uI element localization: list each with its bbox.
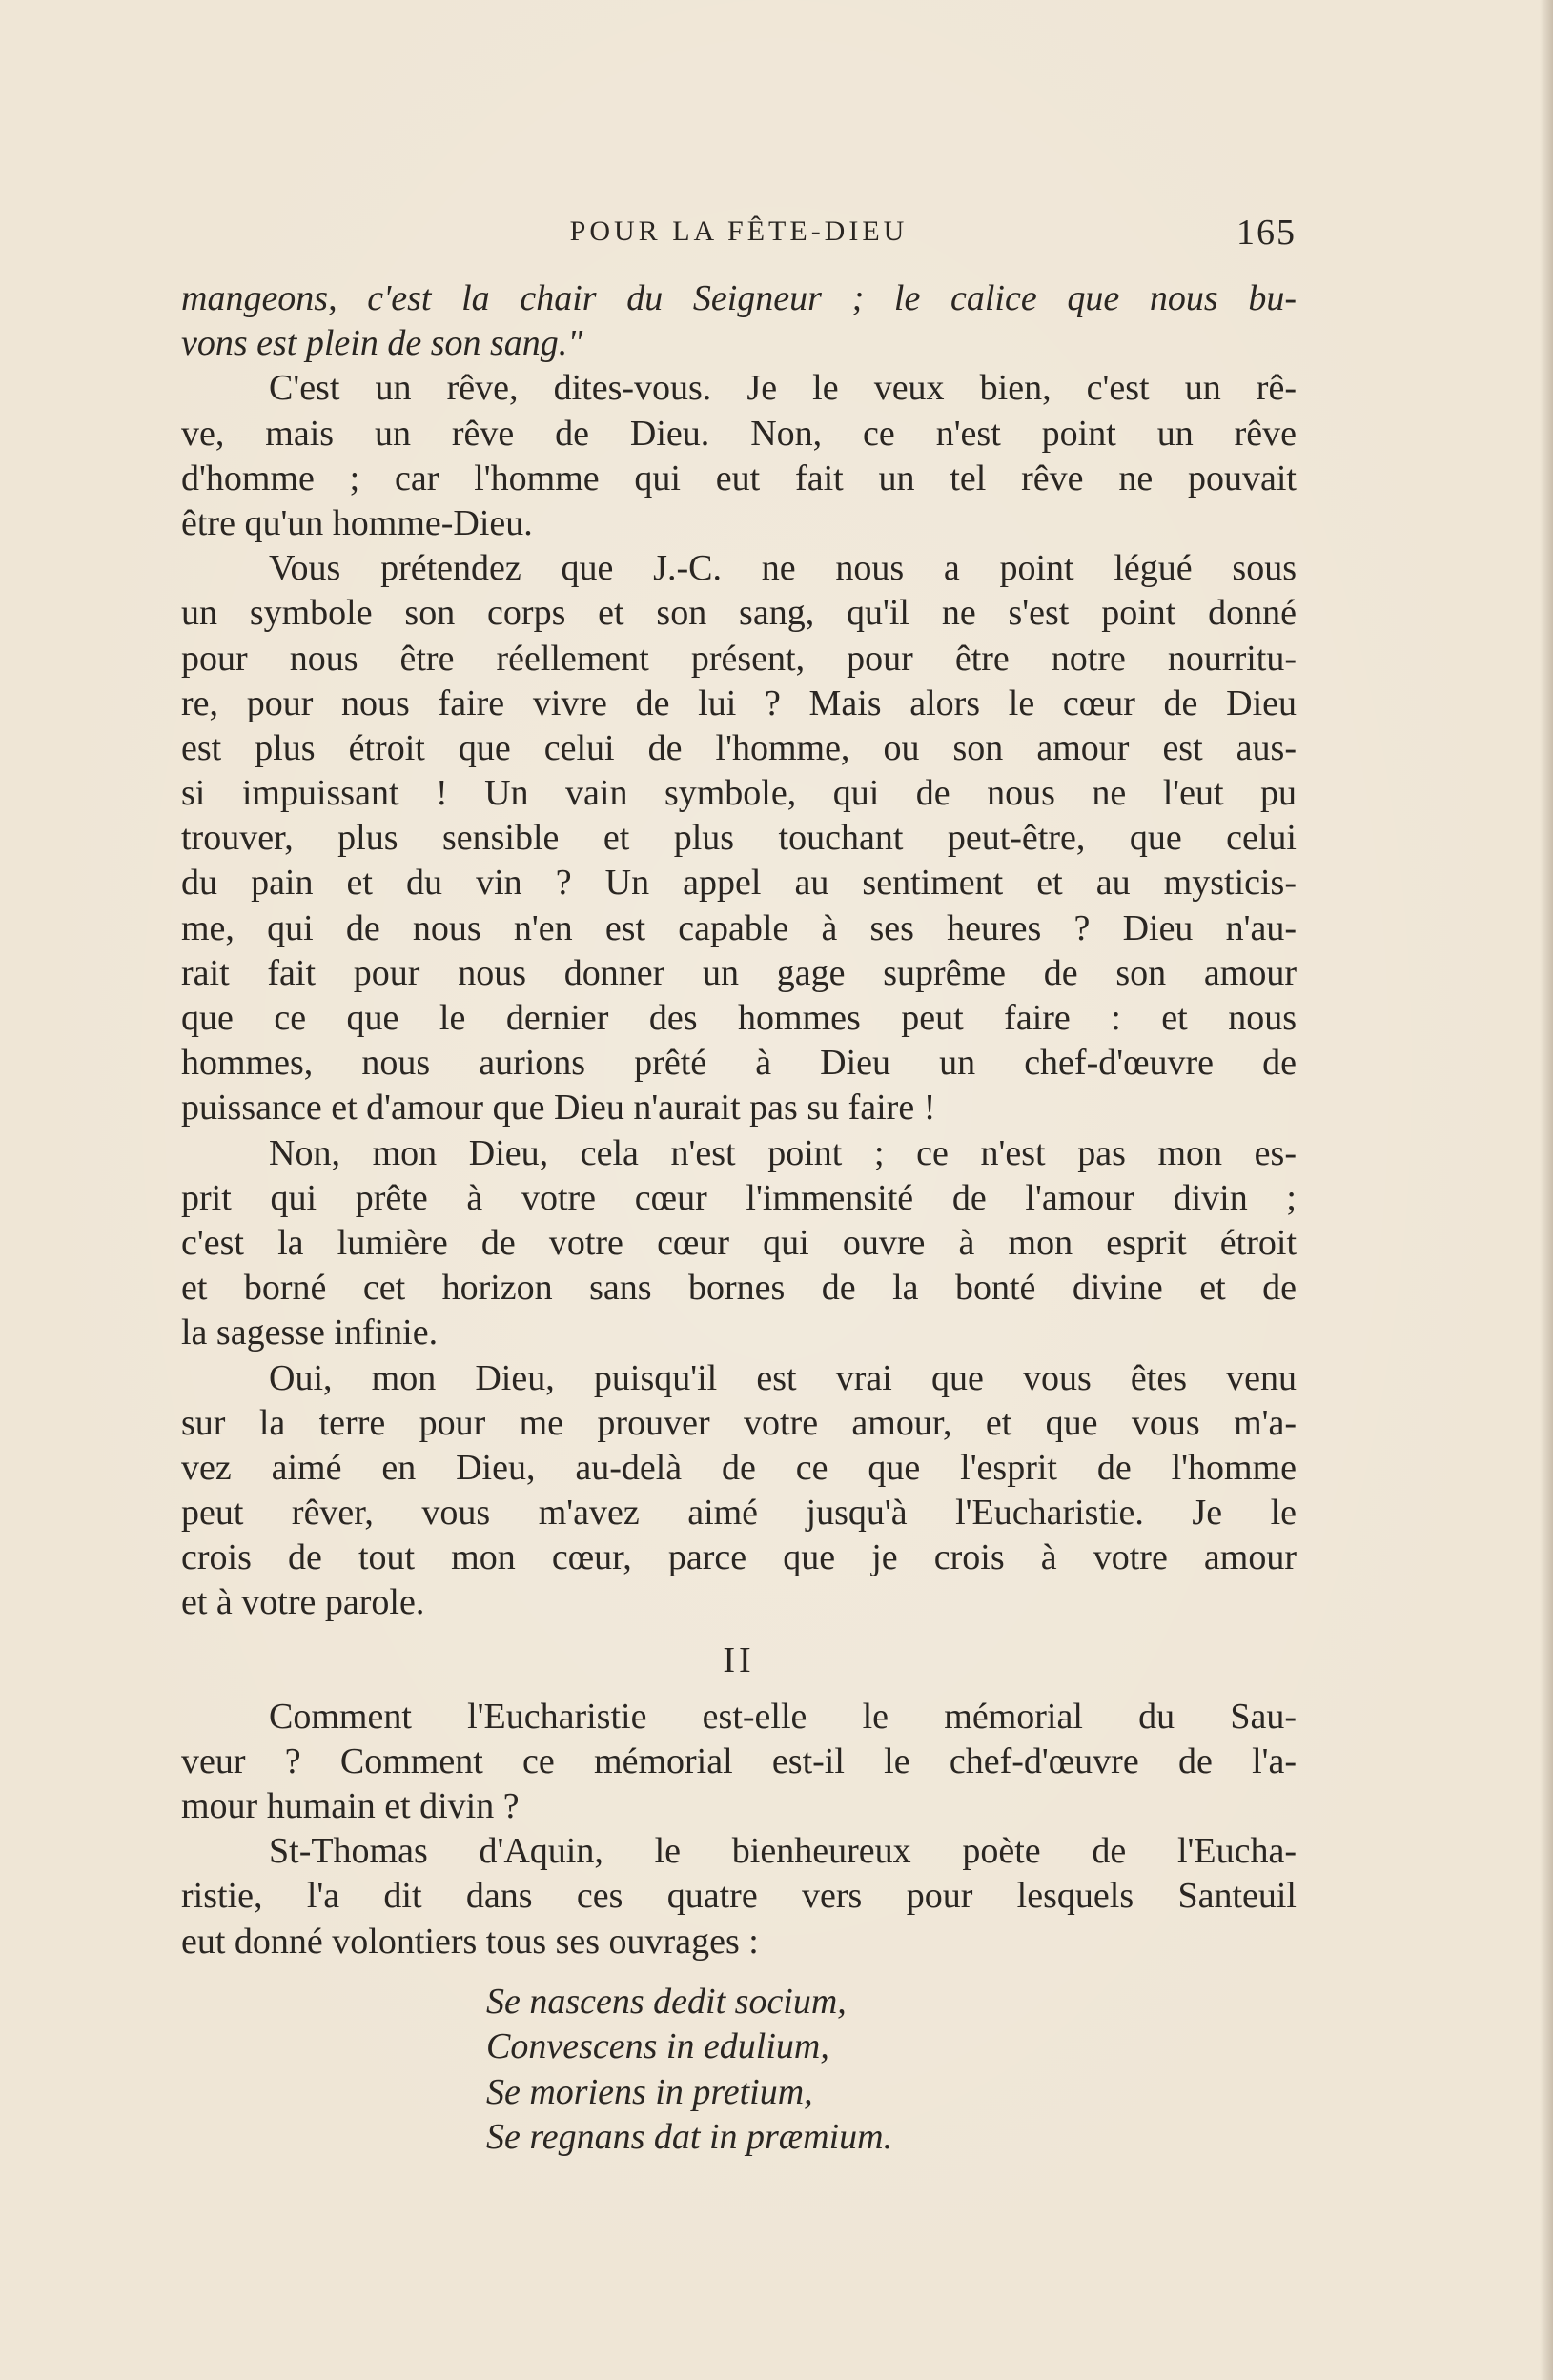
text-line: Oui, mon Dieu, puisqu'il est vrai que vous êtes venu — [269, 1357, 1297, 1398]
page-edge-shadow — [1540, 0, 1553, 2380]
page-header — [181, 212, 1297, 253]
text-line: St-Thomas d'Aquin, le bienheureux poète de l'Eucha- — [269, 1831, 1297, 1872]
text-line: Vous prétendez que J.-C. ne nous a point légué sous — [269, 548, 1297, 589]
text-line: que ce que le dernier des hommes peut faire : et nous — [181, 998, 1297, 1038]
text-line: et à votre parole. — [181, 1582, 425, 1623]
text-line: peut rêver, vous m'avez aimé jusqu'à l'Eucharistie. Je le — [181, 1493, 1297, 1534]
text-line: et borné cet horizon sans bornes de la bonté divine et de — [181, 1268, 1297, 1309]
text-line: trouver, plus sensible et plus touchant peut-être, que celui — [181, 818, 1297, 859]
text-line: vons est plein de son sang." — [181, 323, 583, 364]
text-line: c'est la lumière de votre cœur qui ouvre à mon esprit étroit — [181, 1222, 1297, 1263]
text-line: me, qui de nous n'en est capable à ses heures ? Dieu n'au- — [181, 907, 1297, 948]
body-text — [181, 276, 1297, 2161]
text-line: veur ? Comment ce mémorial est-il le chef-d'œuvre de l'a- — [181, 1740, 1297, 1781]
text-line: sur la terre pour me prouver votre amour, et que vous m'a- — [181, 1402, 1297, 1443]
verse-line: Se regnans dat in præmium. — [486, 2117, 893, 2158]
text-line: rait fait pour nous donner un gage suprême de son amour — [181, 952, 1297, 993]
verse-line: Se nascens dedit socium, — [486, 1981, 847, 2022]
latin-verses — [181, 1980, 1297, 2161]
verse-line: Se moriens in pretium, — [486, 2071, 813, 2112]
text-line: Non, mon Dieu, cela n'est point ; ce n'est pas mon es- — [269, 1132, 1297, 1173]
verse-line: Convescens in edulium, — [486, 2026, 829, 2067]
text-line: être qu'un homme-Dieu. — [181, 502, 533, 543]
text-line: C'est un rêve, dites-vous. Je le veux bien, c'est un rê- — [269, 368, 1297, 409]
text-line: vez aimé en Dieu, au-delà de ce que l'esprit de l'homme — [181, 1447, 1297, 1488]
text-line: un symbole son corps et son sang, qu'il ne s'est point donné — [181, 593, 1297, 634]
text-line: ve, mais un rêve de Dieu. Non, ce n'est point un rêve — [181, 413, 1297, 454]
text-line: eut donné volontiers tous ses ouvrages : — [181, 1921, 759, 1962]
text-line: puissance et d'amour que Dieu n'aurait pas su faire ! — [181, 1088, 936, 1129]
page-number: 165 — [1236, 213, 1297, 253]
text-line: hommes, nous aurions prêté à Dieu un chef-d'œuvre de — [181, 1043, 1297, 1084]
text-line: prit qui prête à votre cœur l'immensité de l'amour divin ; — [181, 1177, 1297, 1218]
text-line: mangeons, c'est la chair du Seigneur ; le calice que nous bu- — [181, 278, 1297, 318]
text-line: mour humain et divin ? — [181, 1786, 520, 1826]
text-line: du pain et du vin ? Un appel au sentiment et au mysticis- — [181, 863, 1297, 904]
text-line: est plus étroit que celui de l'homme, ou son amour est aus- — [181, 727, 1297, 768]
text-line: la sagesse infinie. — [181, 1312, 439, 1353]
text-line: ristie, l'a dit dans ces quatre vers pour lesquels Santeuil — [181, 1876, 1297, 1917]
section-heading: II — [723, 1639, 755, 1680]
text-line: re, pour nous faire vivre de lui ? Mais alors le cœur de Dieu — [181, 682, 1297, 723]
text-line: si impuissant ! Un vain symbole, qui de nous ne l'eut pu — [181, 773, 1297, 814]
text-line: pour nous être réellement présent, pour être notre nourritu- — [181, 638, 1297, 679]
text-line: d'homme ; car l'homme qui eut fait un tel rêve ne pouvait — [181, 458, 1297, 498]
running-head: POUR LA FÊTE-DIEU — [569, 215, 909, 247]
text-line: Comment l'Eucharistie est-elle le mémorial du Sau- — [269, 1696, 1297, 1737]
text-line: crois de tout mon cœur, parce que je crois à votre amour — [181, 1537, 1297, 1578]
